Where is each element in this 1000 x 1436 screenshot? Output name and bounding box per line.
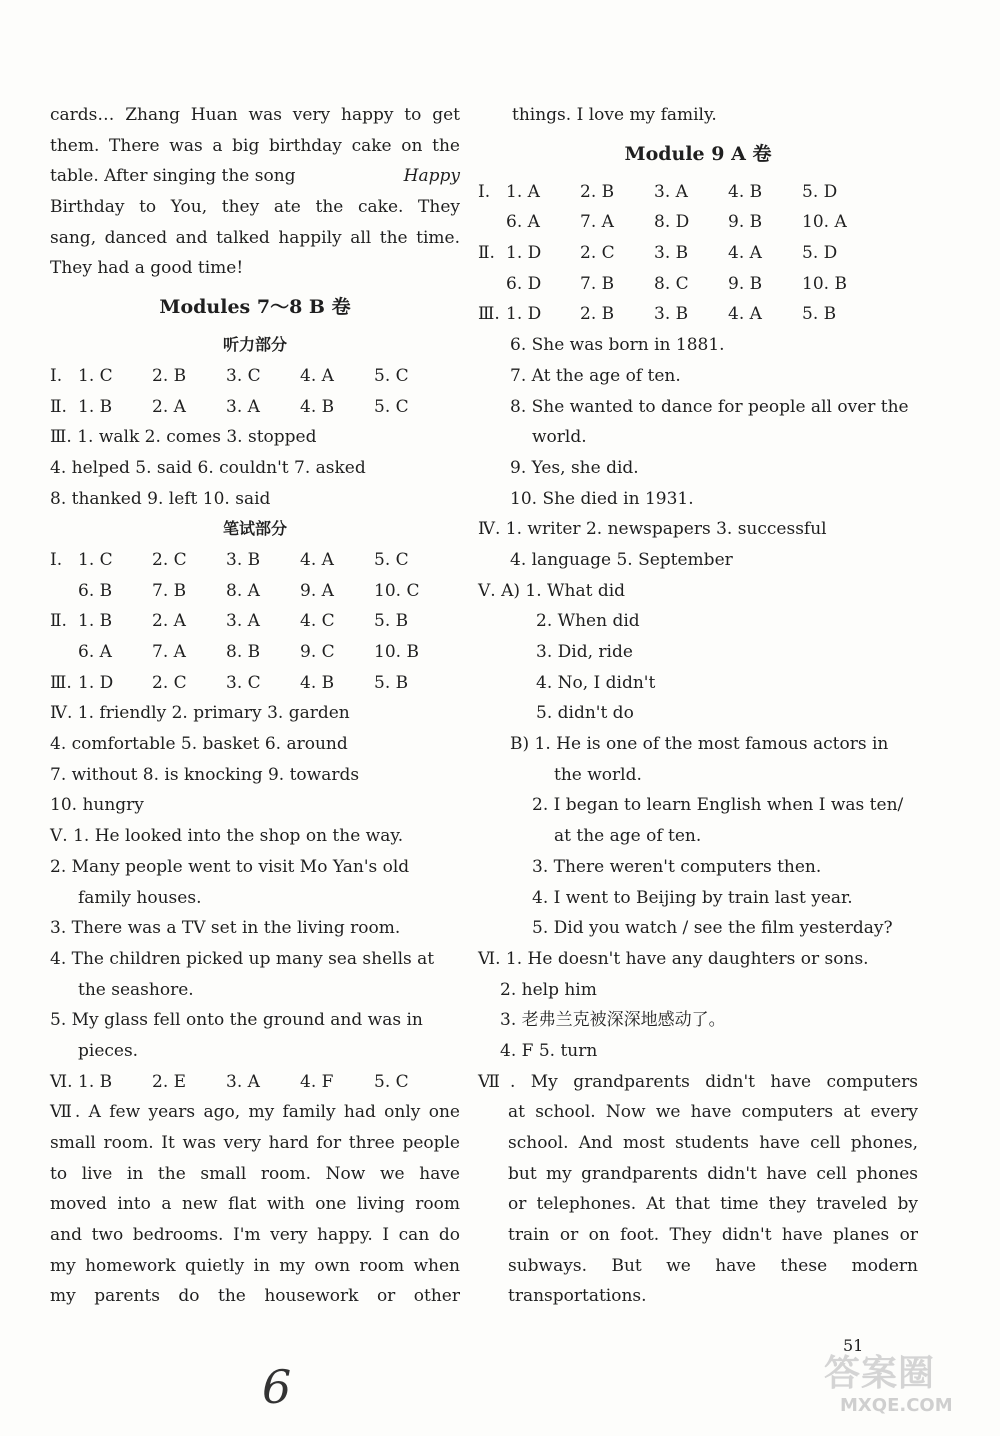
answer-row: Ⅰ. 1. C 2. C 3. B 4. A 5. C <box>50 549 409 570</box>
answer-line: B) 1. He is one of the most famous actors in <box>510 734 889 755</box>
answer-line: Ⅴ. A) 1. What did <box>478 580 626 601</box>
answer-line: 4. The children picked up many sea shells at <box>50 948 435 969</box>
answer-row: Ⅱ. 1. B 2. A 3. A 4. C 5. B <box>50 611 409 632</box>
subsection-title: 笔试部分 <box>222 519 287 539</box>
answer-row: Ⅲ. 1. D 2. C 3. C 4. B 5. B <box>50 672 409 693</box>
answer-line: 7. At the age of ten. <box>510 365 681 386</box>
answer-line: 4. I went to Beijing by train last year. <box>532 887 853 908</box>
italic-text: Happy <box>403 166 460 187</box>
answer-row: 6. A 7. A 8. D 9. B 10. A <box>506 212 847 233</box>
text-line: transportations. <box>508 1286 647 1307</box>
text-line: Ⅶ. My grandparents didn't have computers <box>478 1071 918 1092</box>
text-line: train or on foot. They didn't have planes or <box>508 1225 918 1246</box>
text-line: them. There was a big birthday cake on the <box>50 135 460 156</box>
answer-line: the seashore. <box>78 979 194 1000</box>
answer-row: 6. A 7. A 8. B 9. C 10. B <box>78 642 419 662</box>
answer-line: 4. helped 5. said 6. couldn't 7. asked <box>50 457 366 478</box>
answer-row: Ⅵ. 1. B 2. E 3. A 4. F 5. C <box>50 1071 409 1092</box>
watermark-url: MXQE.COM <box>840 1395 953 1416</box>
answer-line: 4. No, I didn't <box>536 672 656 693</box>
answer-row: 6. B 7. B 8. A 9. A 10. C <box>78 580 420 601</box>
answer-row: Ⅱ. 1. D 2. C 3. B 4. A 5. D <box>478 243 838 264</box>
watermark-logo <box>818 1345 990 1425</box>
answer-line: 5. My glass fell onto the ground and was in <box>50 1010 423 1031</box>
answer-line: 4. comfortable 5. basket 6. around <box>50 734 348 755</box>
text-line: subways. But we have these modern <box>508 1255 918 1276</box>
answer-line: Ⅳ. 1. writer 2. newspapers 3. successful <box>478 519 827 540</box>
answer-line: 3. 老弗兰克被深深地感动了。 <box>500 1010 726 1031</box>
answer-line: 10. hungry <box>50 795 144 816</box>
section-title: Modules 7～8 B 卷 <box>159 296 351 319</box>
text-line: to live in the small room. Now we have <box>50 1163 460 1184</box>
answer-row: Ⅰ. 1. A 2. B 3. A 4. B 5. D <box>478 181 838 202</box>
answer-line: the world. <box>554 764 642 785</box>
text-line: Ⅶ. A few years ago, my family had only one <box>50 1102 460 1123</box>
text-line: my parents do the housework or other <box>50 1286 460 1307</box>
answer-line: 7. without 8. is knocking 9. towards <box>50 764 360 785</box>
watermark-text: 答案圈 <box>824 1353 936 1394</box>
text-line: my homework quietly in my own room when <box>50 1255 460 1276</box>
answer-line: 2. help him <box>500 979 597 1000</box>
answer-row: Ⅰ. 1. C 2. B 3. C 4. A 5. C <box>50 365 409 386</box>
answer-line: Ⅳ. 1. friendly 2. primary 3. garden <box>50 703 350 724</box>
text-line: They had a good time! <box>50 258 244 279</box>
answer-line: 4. F 5. turn <box>500 1040 598 1061</box>
answer-line: 3. There weren't computers then. <box>532 856 822 877</box>
text-line: sang, danced and talked happily all the time. <box>50 227 460 248</box>
answer-line: 2. When did <box>536 611 640 632</box>
answer-line: at the age of ten. <box>554 826 702 847</box>
text-line: cards… Zhang Huan was very happy to get <box>50 105 460 125</box>
text-line: school. And most students have cell phones, <box>508 1133 918 1153</box>
answer-row: Ⅱ. 1. B 2. A 3. A 4. B 5. C <box>50 396 409 417</box>
answer-line: Ⅴ. 1. He looked into the shop on the way. <box>50 826 404 847</box>
answer-row: Ⅲ. 1. D 2. B 3. B 4. A 5. B <box>478 304 837 325</box>
answer-line: Ⅵ. 1. He doesn't have any daughters or sons. <box>478 948 869 969</box>
section-title: Module 9 A 卷 <box>624 142 772 165</box>
answer-line: 8. thanked 9. left 10. said <box>50 488 271 509</box>
answer-line: world. <box>532 427 587 448</box>
answer-line: 5. didn't do <box>536 703 634 724</box>
answer-row: 6. D 7. B 8. C 9. B 10. B <box>506 273 847 294</box>
subsection-title: 听力部分 <box>222 335 287 355</box>
left-column <box>50 100 460 1312</box>
text-line: and two bedrooms. I'm very happy. I can do <box>50 1225 460 1246</box>
text-line: or telephones. At that time they traveled by <box>508 1194 918 1215</box>
text-line: at school. Now we have computers at every <box>508 1102 918 1123</box>
answer-line: Ⅲ. 1. walk 2. comes 3. stopped <box>50 427 317 448</box>
answer-line: 9. Yes, she did. <box>510 457 639 478</box>
text-line: Birthday to You, they ate the cake. They <box>50 197 460 218</box>
answer-line: 3. There was a TV set in the living room. <box>50 918 401 939</box>
text-line: moved into a new flat with one living room <box>50 1194 460 1215</box>
answer-line: 8. She wanted to dance for people all over the <box>510 396 909 417</box>
answer-line: pieces. <box>78 1040 139 1061</box>
text-line: but my grandparents didn't have cell phones <box>508 1163 918 1184</box>
page-number: 51 <box>843 1336 864 1355</box>
answer-line: 2. Many people went to visit Mo Yan's old <box>50 856 410 877</box>
answer-line: 5. Did you watch / see the film yesterday? <box>532 918 893 939</box>
text-line: things. I love my family. <box>512 105 717 125</box>
handwritten-mark: 6 <box>262 1360 292 1414</box>
text-line: table. After singing the song Happy <box>50 161 460 192</box>
answer-line: 4. language 5. September <box>510 549 733 570</box>
answer-line: 10. She died in 1931. <box>510 488 694 509</box>
text-line: small room. It was very hard for three people <box>50 1133 460 1153</box>
answer-line: 2. I began to learn English when I was ten/ <box>532 795 904 816</box>
answer-line: family houses. <box>78 887 202 908</box>
answer-line: 6. She was born in 1881. <box>510 335 725 356</box>
right-column <box>478 100 918 1312</box>
answer-line: 3. Did, ride <box>536 642 633 662</box>
